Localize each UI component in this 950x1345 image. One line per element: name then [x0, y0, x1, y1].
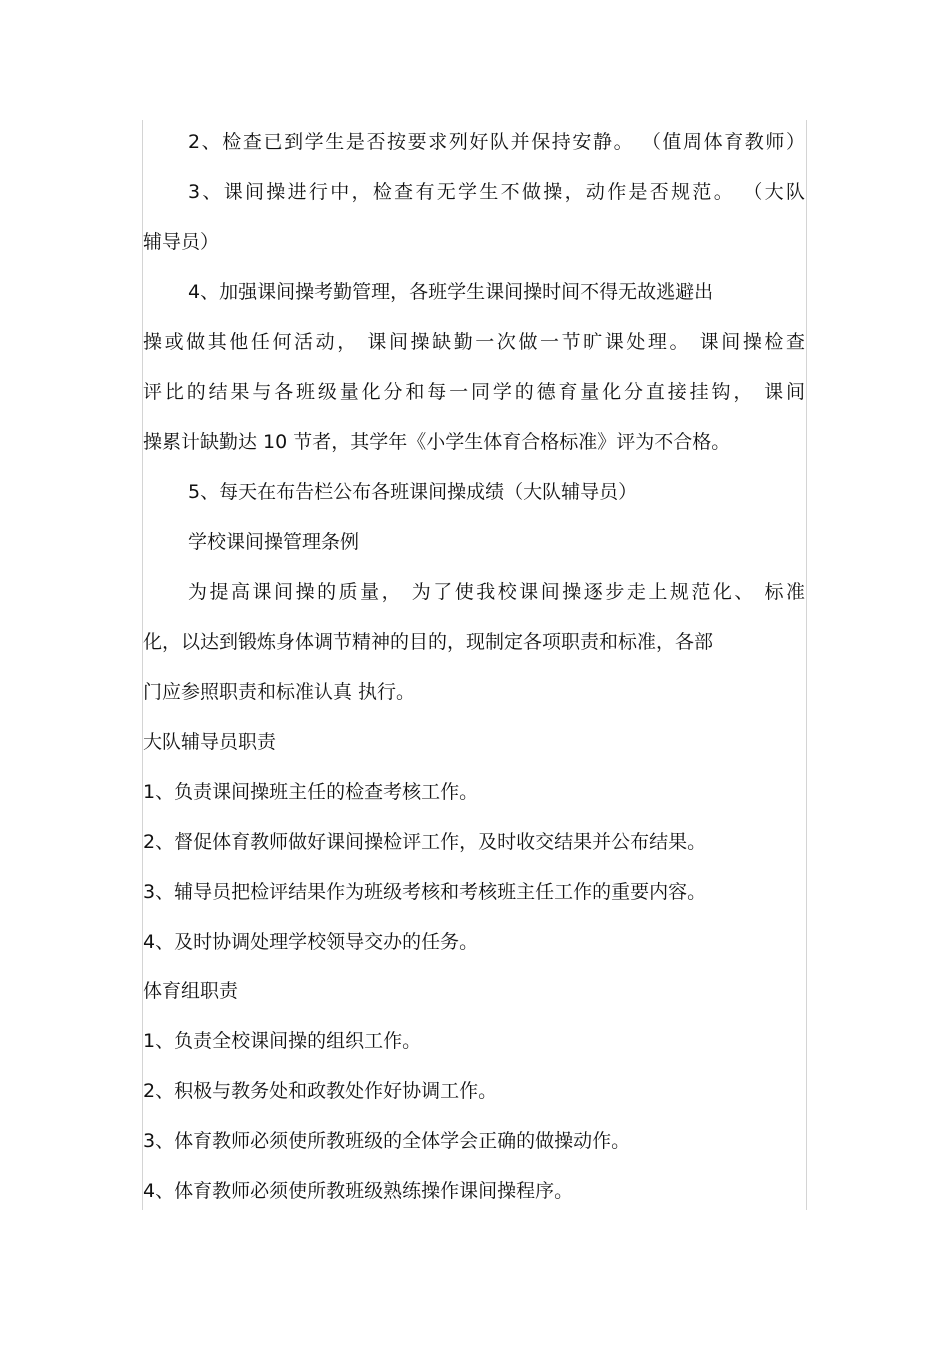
heading-pe-group: 体育组职责	[143, 980, 239, 1002]
section-title: 学校课间操管理条例	[188, 531, 360, 553]
doc-line-4: 4、加强课间操考勤管理，各班学生课间操时间不得无故逃避出	[188, 281, 714, 303]
list-item: 4、及时协调处理学校领导交办的任务。	[143, 931, 479, 953]
doc-line-6: 评比的结果与各班级量化分和每一同学的德育量化分直接挂钩， 课间	[143, 381, 805, 403]
doc-line-1: 2、检查已到学生是否按要求列好队并保持安静。 （值周体育教师）	[188, 131, 805, 153]
doc-line-7: 操累计缺勤达 10 节者，其学年《小学生体育合格标准》评为不合格。	[143, 431, 731, 453]
doc-line-12: 门应参照职责和标准认真 执行。	[143, 681, 416, 703]
list-item: 2、积极与教务处和政教处作好协调工作。	[143, 1080, 498, 1102]
doc-line-8: 5、每天在布告栏公布各班课间操成绩（大队辅导员）	[188, 481, 638, 503]
doc-line-2: 3、课间操进行中，检查有无学生不做操，动作是否规范。 （大队	[188, 181, 805, 203]
heading-brigade-counselor: 大队辅导员职责	[143, 731, 277, 753]
list-item: 1、负责课间操班主任的检查考核工作。	[143, 781, 479, 803]
list-item: 3、体育教师必须使所教班级的全体学会正确的做操动作。	[143, 1130, 631, 1152]
list-item: 3、辅导员把检评结果作为班级考核和考核班主任工作的重要内容。	[143, 881, 707, 903]
list-item: 1、负责全校课间操的组织工作。	[143, 1030, 422, 1052]
doc-line-5: 操或做其他任何活动， 课间操缺勤一次做一节旷课处理。 课间操检查	[143, 331, 805, 353]
doc-line-10: 为提高课间操的质量， 为了使我校课间操逐步走上规范化、 标准	[188, 581, 805, 603]
list-item: 4、体育教师必须使所教班级熟练操作课间操程序。	[143, 1180, 574, 1202]
list-item: 2、督促体育教师做好课间操检评工作，及时收交结果并公布结果。	[143, 831, 707, 853]
doc-line-11: 化，以达到锻炼身体调节精神的目的，现制定各项职责和标准，各部	[143, 631, 714, 653]
doc-line-3: 辅导员）	[143, 231, 220, 253]
